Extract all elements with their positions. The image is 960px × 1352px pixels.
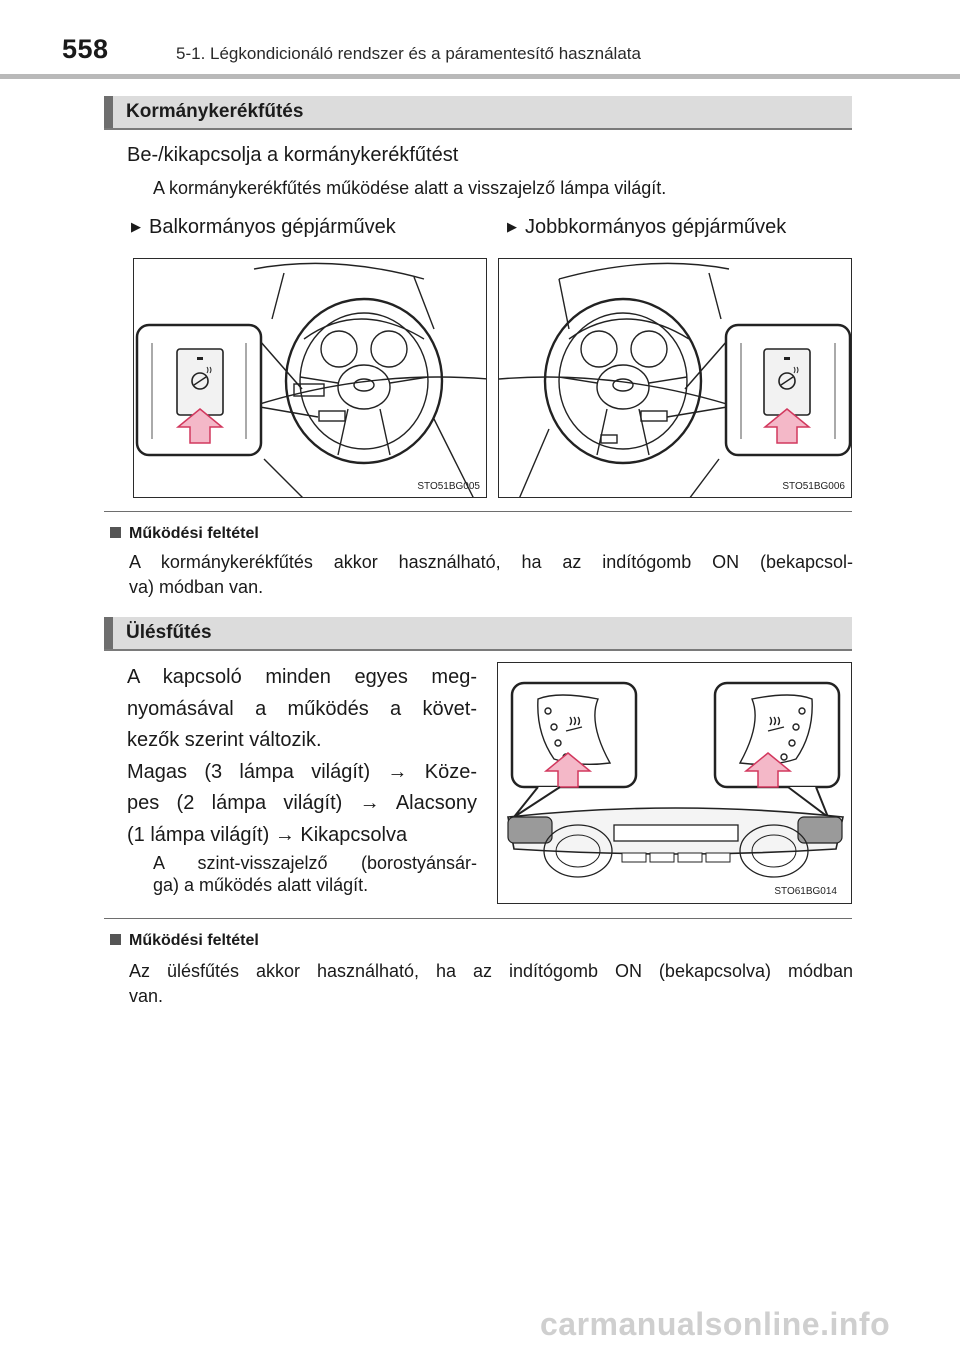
square-bullet-icon <box>110 527 121 538</box>
condition-text-line: A kormánykerékfűtés akkor használható, ha az indítógomb ON (bekapcsol- <box>129 552 853 572</box>
illustration-right-hand-drive <box>498 258 852 498</box>
header-rule <box>0 74 960 79</box>
seat-heater-drawing <box>498 663 852 904</box>
condition-text-line: va) módban van. <box>129 577 264 597</box>
description-line: pes (2 lámpa világít) → Alacsony <box>127 792 477 814</box>
illustration-left-hand-drive <box>133 258 487 498</box>
level-indicator-note <box>153 852 477 896</box>
page-number: 558 <box>62 34 109 64</box>
description-line: kezők szerint változik. <box>127 729 322 751</box>
divider <box>104 511 852 512</box>
condition-heading <box>110 525 259 543</box>
section-heading-label: Kormánykerékfűtés <box>126 101 304 122</box>
section-heading-steering-heat <box>104 96 852 130</box>
watermark: carmanualsonline.info <box>540 1306 891 1342</box>
steering-wheel-right-drawing <box>499 259 852 498</box>
steering-wheel-left-drawing <box>134 259 487 498</box>
condition-heading <box>110 932 259 950</box>
description-line: nyomásával a működés a követ- <box>127 697 477 720</box>
note-line: ga) a működés alatt világít. <box>153 875 369 895</box>
instruction-text: Be-/kikapcsolja a kormánykerékfűtést <box>127 144 459 166</box>
square-bullet-icon <box>110 934 121 945</box>
description-line: (1 lámpa világít) → Kikapcsolva <box>127 823 408 846</box>
section-heading-label: Ülésfűtés <box>126 622 212 643</box>
caption-right-hand-drive <box>507 216 786 239</box>
section-heading-seat-heat <box>104 617 852 651</box>
description-line: Magas (3 lámpa világít) → Köze- <box>127 760 477 783</box>
triangle-bullet-icon: ▶ <box>131 219 141 234</box>
illustration-seat-heater <box>497 662 852 904</box>
caption-left-hand-drive <box>131 216 396 239</box>
description-line: A kapcsoló minden egyes meg- <box>127 666 477 688</box>
condition-heading-label: Működési feltétel <box>129 932 259 949</box>
triangle-bullet-icon: ▶ <box>507 219 517 234</box>
condition-heading-label: Működési feltétel <box>129 525 259 542</box>
image-code: STO51BG005 <box>417 481 480 492</box>
seat-heat-description <box>127 662 477 851</box>
heading-marker <box>104 617 113 649</box>
caption-label: Jobbkormányos gépjárművek <box>525 216 787 238</box>
divider <box>104 918 852 919</box>
condition-text-line: Az ülésfűtés akkor használható, ha az indítógomb ON (bekapcsolva) módban <box>129 961 853 981</box>
indicator-note: A kormánykerékfűtés működése alatt a visszajelző lámpa világít. <box>153 178 667 198</box>
heading-marker <box>104 96 113 128</box>
condition-text-line: van. <box>129 986 164 1006</box>
image-code: STO51BG006 <box>782 481 845 492</box>
chapter-title: 5-1. Légkondicionáló rendszer és a páramentesítő használata <box>176 44 641 63</box>
image-code: STO61BG014 <box>774 886 837 897</box>
note-line: A szint-visszajelző (borostyánsár- <box>153 853 477 873</box>
caption-label: Balkormányos gépjárművek <box>149 216 396 238</box>
